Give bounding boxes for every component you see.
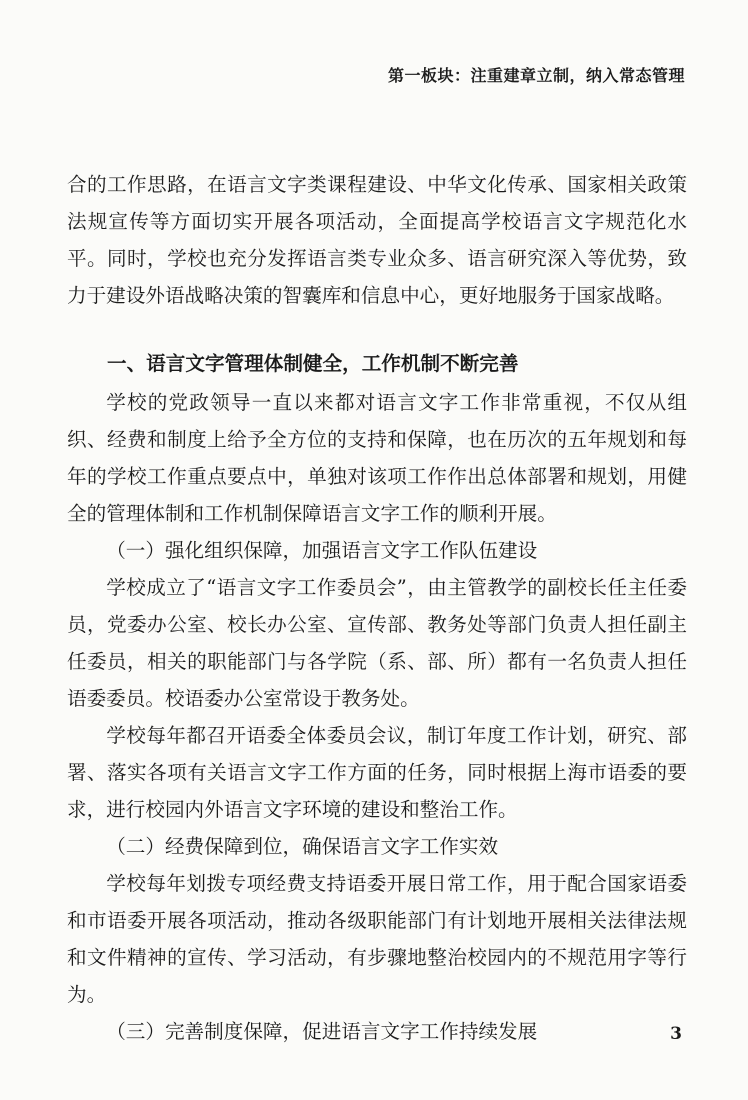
intro-paragraph: 合的工作思路，在语言文字类课程建设、中华文化传承、国家相关政策法规宣传等方面切实开展各项活动，全面提高学校语言文字规范化水平。同时，学校也充分发挥语言类专业众多、语言研究深入等优势，致力于建设外语战略决策的智囊库和信息中心，更好地服务于国家战略。: [67, 173, 687, 307]
page-number: 3: [670, 1024, 682, 1044]
subsection2-paragraph: 学校每年划拨专项经费支持语委开展日常工作，用于配合国家语委和市语委开展各项活动，推动各级职能部门有计划地开展相关法律法规和文件精神的宣传、学习活动，有步骤地整治校园内的不规范用字等行为。: [67, 872, 687, 1006]
subsection-heading-1: （一）强化组织保障，加强语言文字工作队伍建设: [106, 539, 538, 562]
section-block: [67, 345, 687, 1050]
section-heading: 一、语言文字管理体制健全，工作机制不断完善: [107, 352, 519, 375]
subsection1-paragraph-2: 学校每年都召开语委全体委员会议，制订年度工作计划，研究、部署、落实各项有关语言文字工作方面的任务，同时根据上海市语委的要求，进行校园内外语言文字环境的建设和整治工作。: [67, 724, 687, 821]
subsection-heading-3: （三）完善制度保障，促进语言文字工作持续发展: [106, 1020, 538, 1043]
running-header: 第一板块：注重建章立制，纳入常态管理: [387, 66, 685, 85]
subsection1-paragraph-1: 学校成立了“语言文字工作委员会”，由主管教学的副校长任主任委员，党委办公室、校长办公室、宣传部、教务处等部门负责人担任副主任委员，相关的职能部门与各学院（系、部、所）都有一名负责人担任语委委员。校语委办公室常设于教务处。: [67, 576, 687, 710]
subsection-heading-2: （二）经费保障到位，确保语言文字工作实效: [106, 835, 499, 858]
section-paragraph: 学校的党政领导一直以来都对语言文字工作非常重视，不仅从组织、经费和制度上给予全方位的支持和保障，也在历次的五年规划和每年的学校工作重点要点中，单独对该项工作作出总体部署和规划，用健全的管理体制和工作机制保障语言文字工作的顺利开展。: [67, 391, 687, 525]
intro-block: [67, 166, 687, 314]
